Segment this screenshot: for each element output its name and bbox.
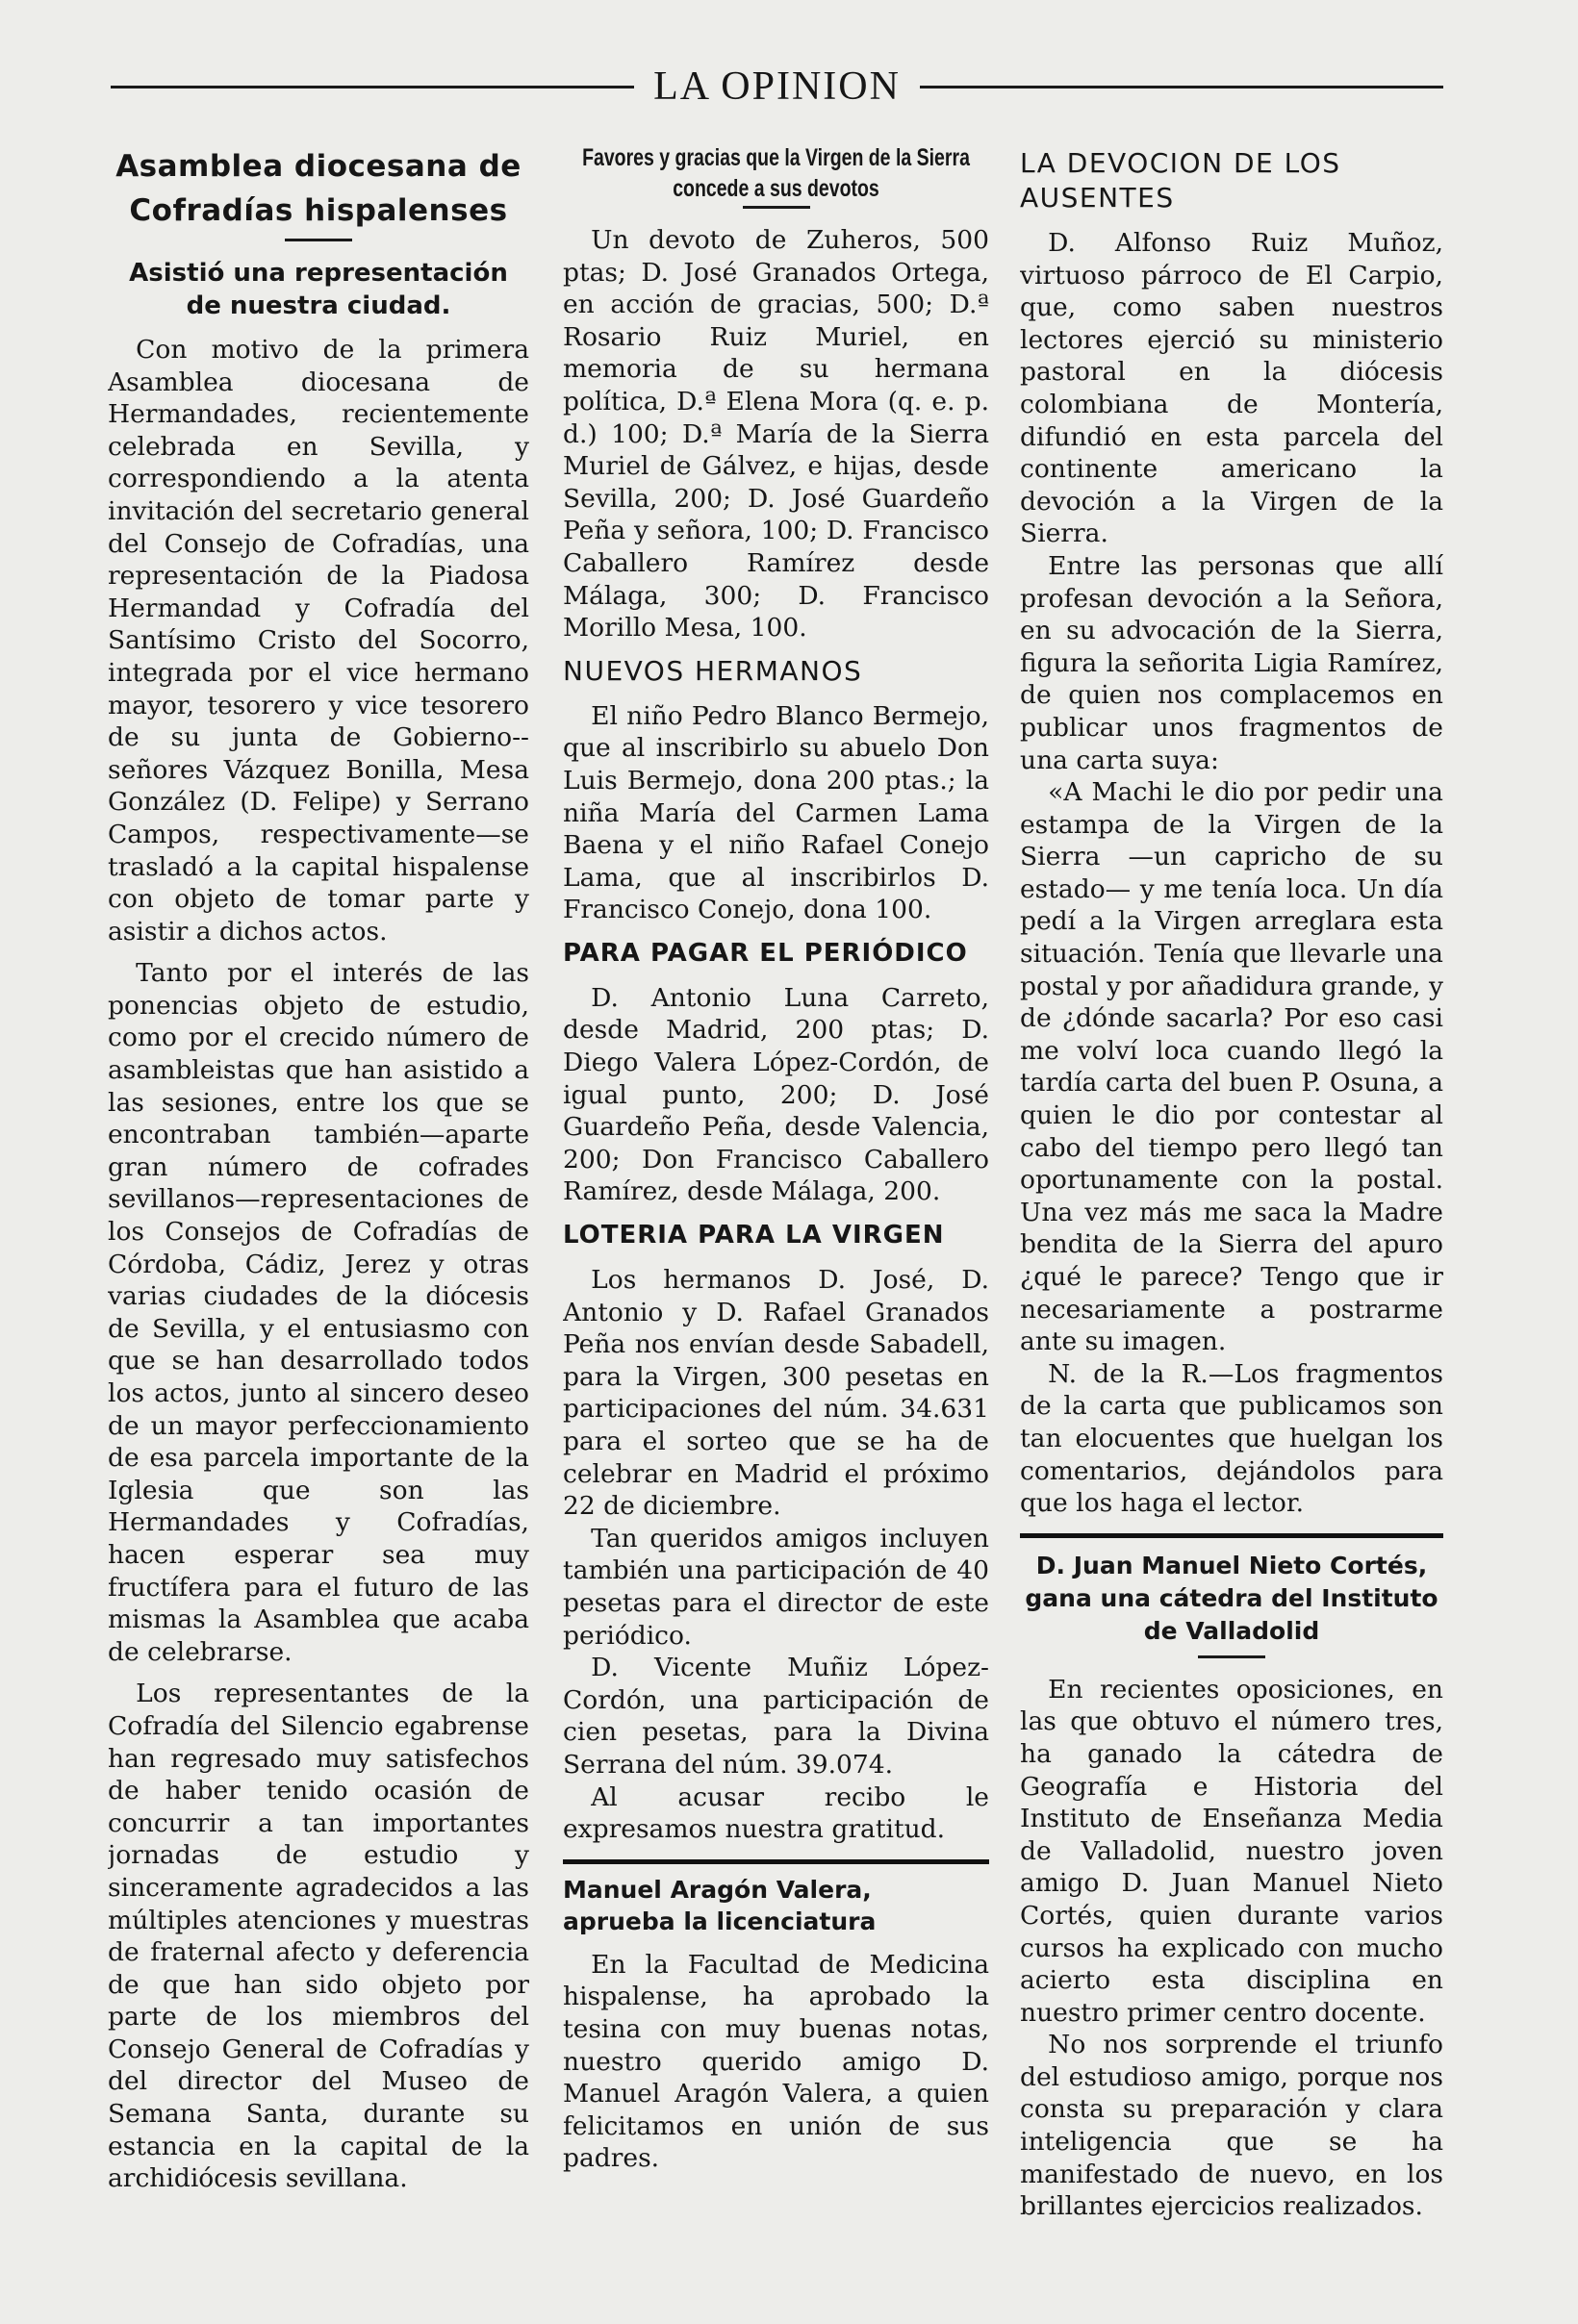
paragraph: D. Antonio Luna Carreto, desde Madrid, 200 ptas; D. Diego Valera López-Cordón, de igual punto, 200; D. José Guardeño Peña, desde Valencia, 200; Don Francisco Caballero Ramírez, desde Málaga, 200.: [563, 982, 989, 1207]
paragraph: Los representantes de la Cofradía del Silencio egabrense han regresado muy satisfechos de haber tenido ocasión de concurrir a tan importantes jornadas de estudio y sinceramente agradecidos a las múltiples atenciones y muestras de fraternal afecto y deferencia de que han sido objeto por parte de los miembros del Consejo General de Cofradías y del director del Museo de Semana Santa, durante su estancia en la capital de la archidiócesis sevillana.: [108, 1679, 529, 2194]
article-nieto-title: D. Juan Manuel Nieto Cortés, gana una cátedra del Instituto de Valladolid: [1025, 1551, 1438, 1645]
article-favores-title: Favores y gracias que la Virgen de la Sierra concede a sus devotos: [582, 144, 970, 202]
article-asamblea-subtitle: Asistió una representación de nuestra ciudad.: [129, 259, 508, 320]
masthead: [111, 58, 1443, 115]
masthead-rule-left: [111, 86, 634, 88]
paragraph: Entre las personas que allí profesan devoción a la Señora, en su advocación de la Sierra, figura la señorita Ligia Ramírez, de quien nos complacemos en publicar unos fragmentos de una carta suya:: [1020, 550, 1443, 775]
paragraph: D. Vicente Muñiz López-Cordón, una participación de cien pesetas, para la Divina Serrana del núm. 39.074.: [563, 1653, 989, 1780]
paragraph: Un devoto de Zuheros, 500 ptas; D. José Granados Ortega, en acción de gracias, 500; D.ª Rosario Ruiz Muriel, en memoria de su hermana política, D.ª Elena Mora (q. e. p. d.) 100; D.ª María de la Sierra Muriel de Gálvez, e hijas, desde Sevilla, 200; D. José Guardeño Peña y señora, 100; D. Francisco Caballero Ramírez desde Málaga, 300; D. Francisco Morillo Mesa, 100.: [563, 225, 989, 644]
paragraph: Tanto por el interés de las ponencias objeto de estudio, como por el crecido número de asambleistas que han asistido a las sesiones, entre los que se encontraban también—aparte gran número de cofrades sevillanos—representaciones de los Consejos de Cofradías de Córdoba, Cádiz, Jerez y otras varias ciudades de la diócesis de Sevilla, y el entusiasmo con que se han desarrollado todos los actos, junto al sincero deseo de un mayor perfeccionamiento de esa parcela importante de la Iglesia que son las Hermandades y Cofradías, hacen esperar sea muy fructífera para el futuro de las mismas la Asamblea que acaba de celebrarse.: [108, 958, 529, 1667]
paragraph: En recientes oposiciones, en las que obtuvo el número tres, ha ganado la cátedra de Geografía e Historia del Instituto de Enseñanza Media de Valladolid, nuestro joven amigo D. Juan Manuel Nieto Cortés, quien durante varios cursos ha explicado con mucho acierto esta disciplina en nuestro primer centro docente.: [1020, 1674, 1443, 2028]
paragraph: Con motivo de la primera Asamblea diocesana de Hermandades, recientemente celebrada en Sevilla, y correspondiendo a la atenta invitación del secretario general del Consejo de Cofradías, una representación de la Piadosa Hermandad y Cofradía del Santísimo Cristo del Socorro, integrada por el vice hermano mayor, tesorero y vice tesorero de su junta de Gobierno--señores Vázquez Bonilla, Mesa González (D. Felipe) y Serrano Campos, respectivamente—se trasladó a la capital hispalense con objeto de tomar parte y asistir a dichos actos.: [108, 335, 529, 947]
paragraph: Al acusar recibo le expresamos nuestra gratitud.: [563, 1781, 989, 1845]
section-heading-loteria: LOTERIA PARA LA VIRGEN: [563, 1221, 945, 1250]
column-middle: [563, 144, 989, 2305]
title-rule: [1198, 1655, 1265, 1658]
section-divider: [563, 1859, 989, 1864]
newspaper-title: LA OPINION: [653, 64, 901, 109]
article-devocion-title: LA DEVOCION DE LOS AUSENTES: [1020, 147, 1341, 214]
paragraph: Tan queridos amigos incluyen también una participación de 40 pesetas para el director de este periódico.: [563, 1523, 989, 1651]
paragraph: «A Machi le dio por pedir una estampa de la Virgen de la Sierra —un capricho de su estado— y me tenía loca. Un día pedí a la Virgen arreglara esta situación. Tenía que llevarle una postal y por añadidura grande, y de ¿dónde sacarla? Por eso casi me volví loca cuando llegó la tardía carta del buen P. Osuna, a quien le dio por contestar al cabo del tiempo pero llegó tan oportunamente con la postal. Una vez más me saca la Madre bendita de la Sierra del apuro ¿qué le parece? Tengo que ir necesariamente a postrarme ante su imagen.: [1020, 777, 1443, 1357]
paragraph: Los hermanos D. José, D. Antonio y D. Rafael Granados Peña nos envían desde Sabadell, para la Virgen, 300 pesetas en participaciones del núm. 34.631 para el sorteo que se ha de celebrar en Madrid el próximo 22 de diciembre.: [563, 1265, 989, 1522]
section-divider: [1020, 1533, 1443, 1538]
paragraph: D. Alfonso Ruiz Muñoz, virtuoso párroco de El Carpio, que, como saben nuestros lectores ejerció su ministerio pastoral en la diócesis colombiana de Montería, difundió en esta parcela del continente americano la devoción a la Virgen de la Sierra.: [1020, 228, 1443, 549]
title-rule: [743, 206, 810, 209]
paragraph: En la Facultad de Medicina hispalense, ha aprobado la tesina con muy buenas notas, nuestro querido amigo D. Manuel Aragón Valera, a quien felicitamos en unión de sus padres.: [563, 1949, 989, 2174]
article-asamblea-title: Asamblea diocesana de Cofradías hispalenses: [115, 149, 522, 228]
paragraph: No nos sorprende el triunfo del estudioso amigo, porque nos consta su preparación y clara inteligencia que se ha manifestado de nuevo, en los brillantes ejercicios realizados.: [1020, 2030, 1443, 2222]
article-aragon-title: Manuel Aragón Valera, aprueba la licenciatura: [563, 1875, 877, 1935]
column-right: [1020, 144, 1443, 2305]
masthead-rule-right: [920, 86, 1443, 88]
column-left: [108, 144, 529, 2305]
paragraph: El niño Pedro Blanco Bermejo, que al inscribirlo su abuelo Don Luis Bermejo, dona 200 ptas.; la niña María del Carmen Lama Baena y el niño Rafael Conejo Lama, que al inscribirlos D. Francisco Conejo, dona 100.: [563, 700, 989, 925]
section-heading-pagar-periodico: PARA PAGAR EL PERIÓDICO: [563, 938, 968, 968]
section-heading-nuevos-hermanos: NUEVOS HERMANOS: [563, 654, 863, 687]
title-rule: [285, 239, 352, 241]
paragraph: N. de la R.—Los fragmentos de la carta que publicamos son tan elocuentes que huelgan los comentarios, dejándolos para que los haga el lector.: [1020, 1358, 1443, 1519]
